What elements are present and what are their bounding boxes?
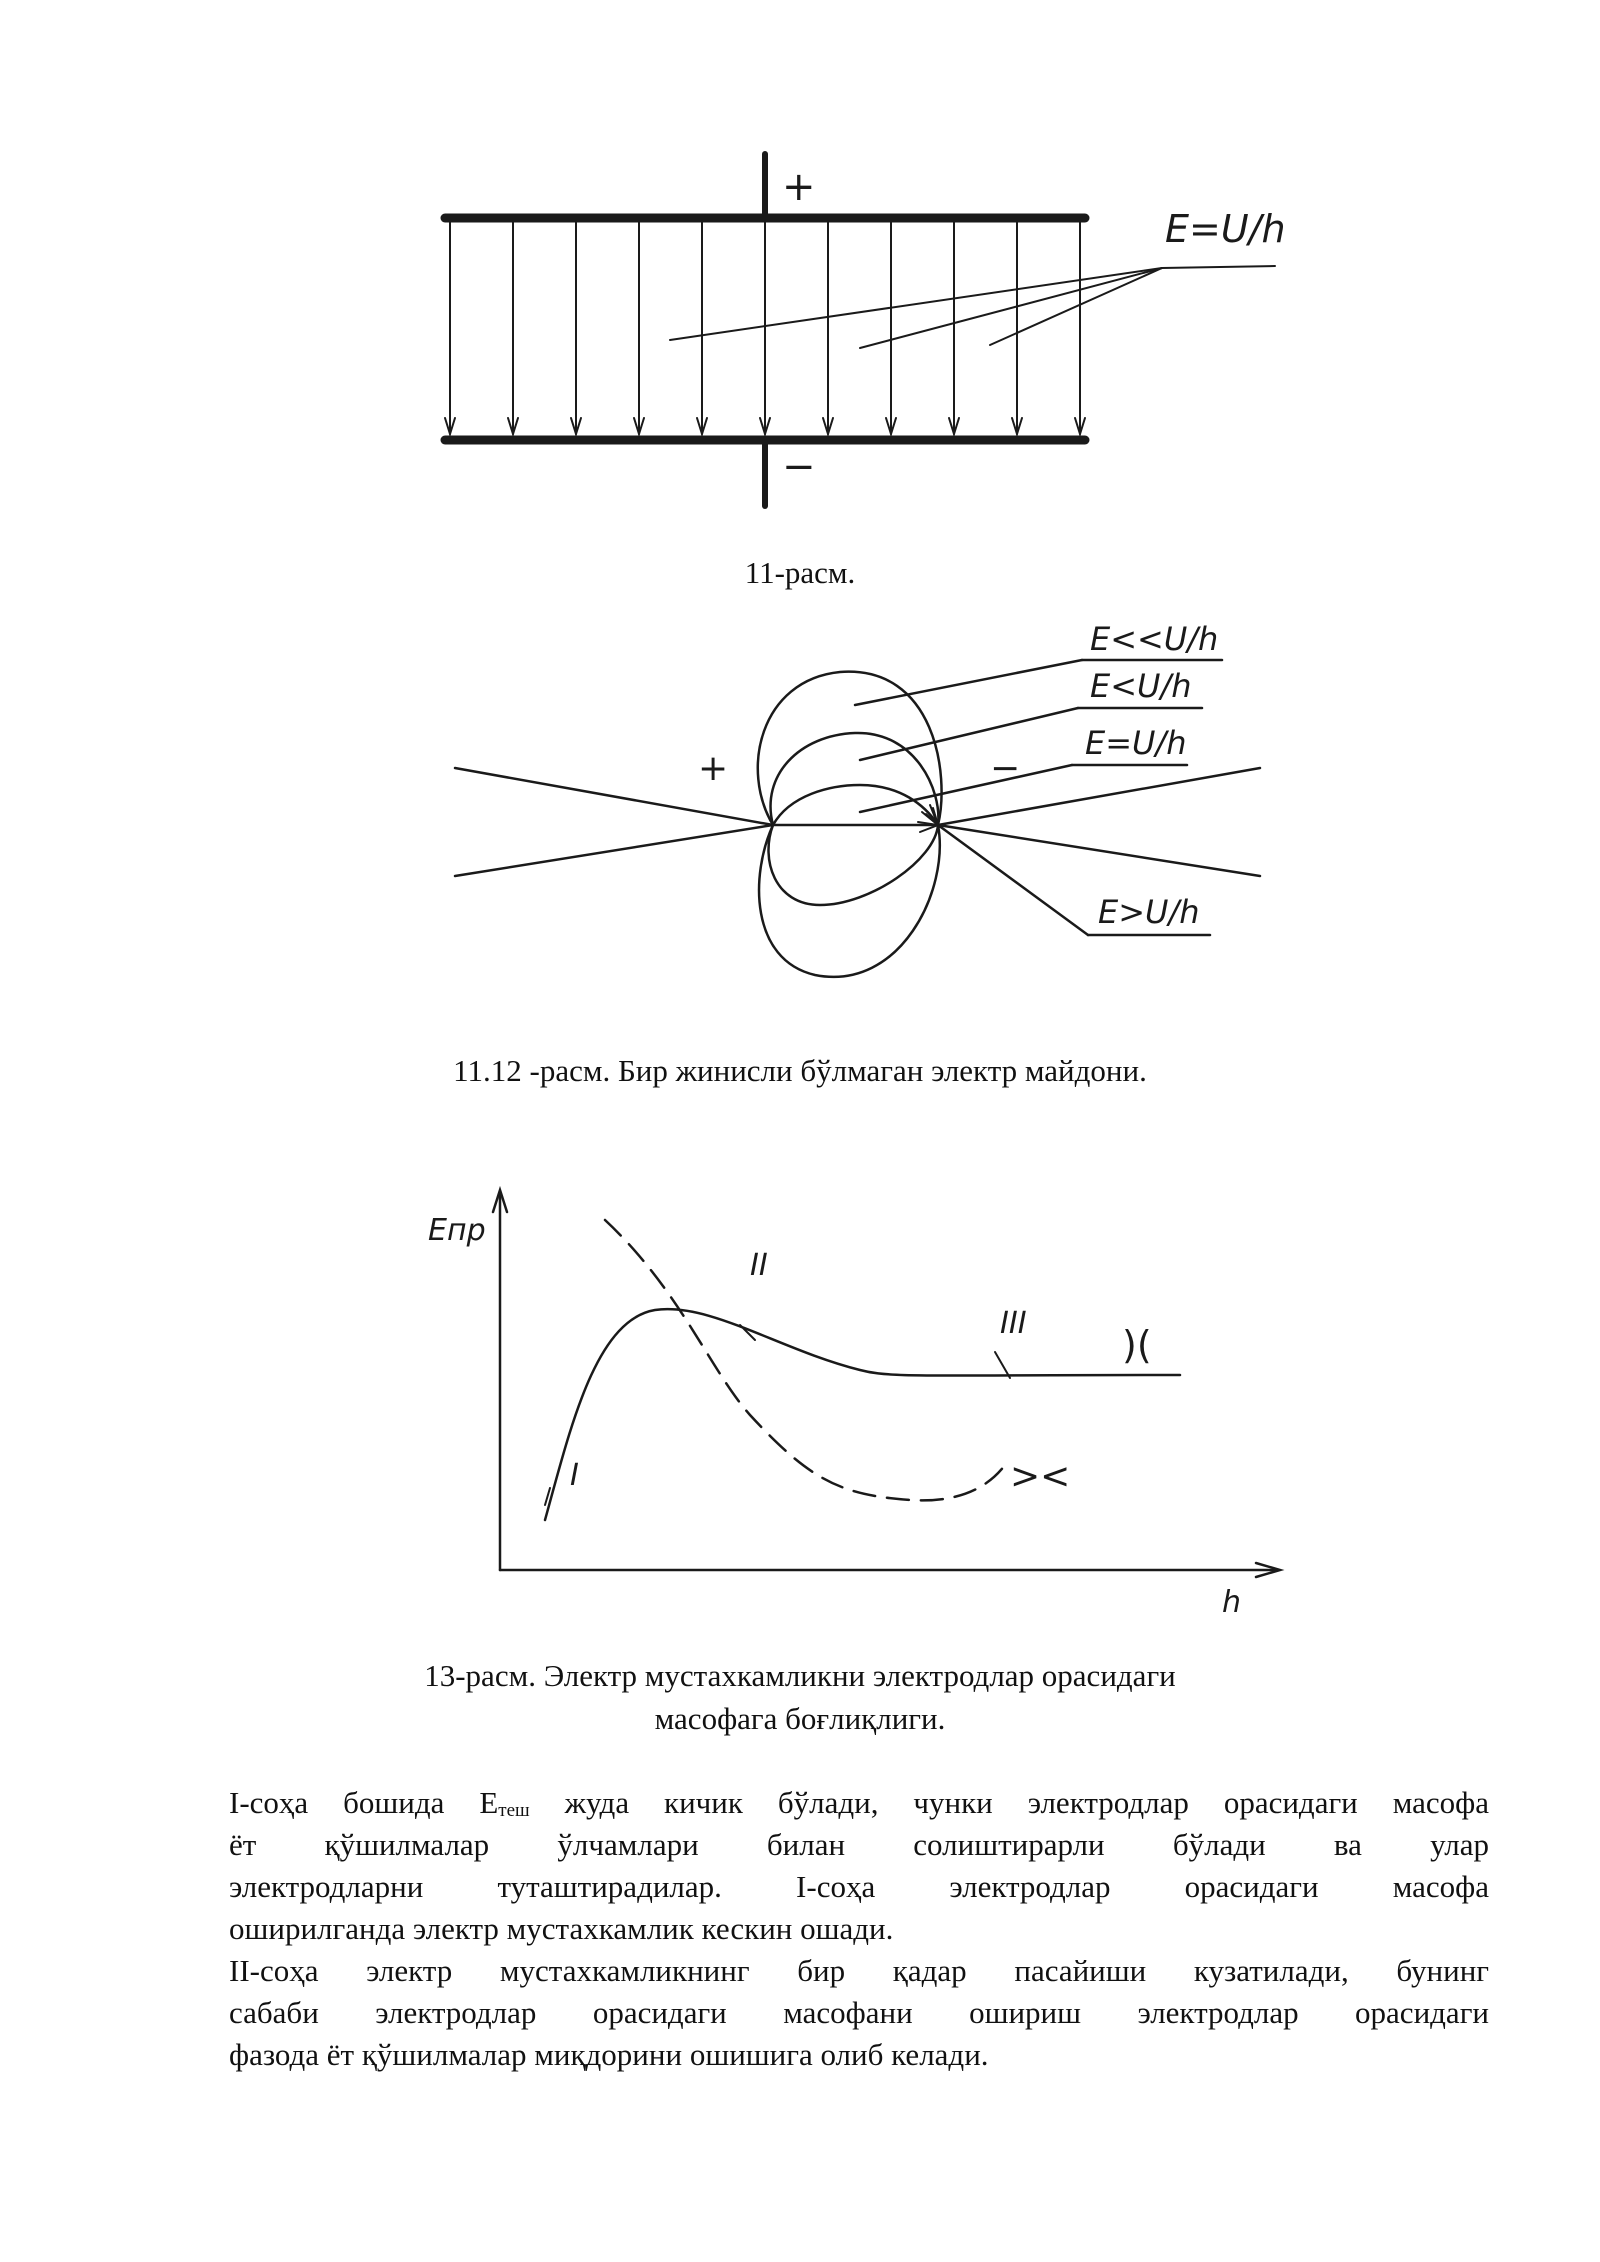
- region-label-2: II: [750, 1248, 768, 1283]
- minus-label: −: [782, 444, 816, 490]
- solid-gap-symbol: )(: [1122, 1323, 1152, 1367]
- figure-11-diagram: [430, 150, 1310, 520]
- paragraph-1: [229, 1782, 1489, 1950]
- y-axis-label: Eпр: [428, 1213, 486, 1248]
- figure-13-caption-line-2: масофага боғлиқлиги.: [654, 1701, 946, 1736]
- region-label-3: III: [1000, 1306, 1027, 1341]
- field-arc-lower-medium: [768, 825, 938, 905]
- figure-12-caption: 11.12 -расм. Бир жинисли бўлмаган электр майдони.: [453, 1053, 1147, 1088]
- paragraph-2-line-2: сабаби электродлар орасидаги масофани ошириш электродлар орасидаги: [229, 1995, 1489, 2030]
- label-e-equal: E=U/h: [1085, 724, 1187, 762]
- paragraph-1-line-4: оширилганда электр мустахкамлик кескин ошади.: [229, 1911, 894, 1946]
- plus-label-12: +: [698, 748, 729, 789]
- paragraph-1-line-1: I-соҳа бошида $Е_{теш}$ жуда кичик бўлади, чунки электродлар орасидаги масофа: [229, 1785, 1489, 1821]
- figure-13-chart: [420, 1180, 1300, 1620]
- figure-12-diagram: [430, 600, 1310, 1000]
- label-e-less: E<U/h: [1090, 667, 1192, 705]
- region-label-1: I: [570, 1458, 579, 1493]
- figure-11-caption: 11-расм.: [744, 555, 856, 590]
- right-electrode-upper: [938, 768, 1260, 825]
- paragraph-1-line-3: электродларни туташтирадилар. I-соҳа электродлар орасидаги масофа: [229, 1869, 1489, 1904]
- label-e-much-less: E<<U/h: [1090, 620, 1219, 658]
- paragraph-2-line-3: фазода ёт қўшилмалар миқдорини ошишига олиб келади.: [229, 2037, 989, 2072]
- formula-label: E=U/h: [1165, 207, 1286, 251]
- x-axis-label: h: [1222, 1585, 1242, 1620]
- subscript: теш: [498, 1800, 530, 1821]
- dashed-gap-symbol: ><: [1010, 1456, 1071, 1497]
- minus-label-12: −: [990, 748, 1021, 789]
- right-electrode-lower: [938, 825, 1260, 876]
- left-electrode-lower: [455, 825, 773, 876]
- label-e-greater: E>U/h: [1098, 893, 1200, 931]
- solid-curve: [545, 1309, 1180, 1520]
- figure-13-caption-line-1: 13-расм. Электр мустахкамликни электродлар орасидаги: [424, 1658, 1176, 1693]
- paragraph-2: [229, 1950, 1489, 2076]
- paragraph-2-line-1: II-соҳа электр мустахкамликнинг бир қадар пасайиши кузатилади, бунинг: [229, 1953, 1489, 1988]
- plus-label: +: [782, 164, 816, 210]
- dashed-curve: [605, 1220, 1005, 1500]
- field-arc-small: [773, 785, 938, 825]
- paragraph-1-line-2: ёт қўшилмалар ўлчамлари билан солиштирарли бўлади ва улар: [229, 1827, 1489, 1862]
